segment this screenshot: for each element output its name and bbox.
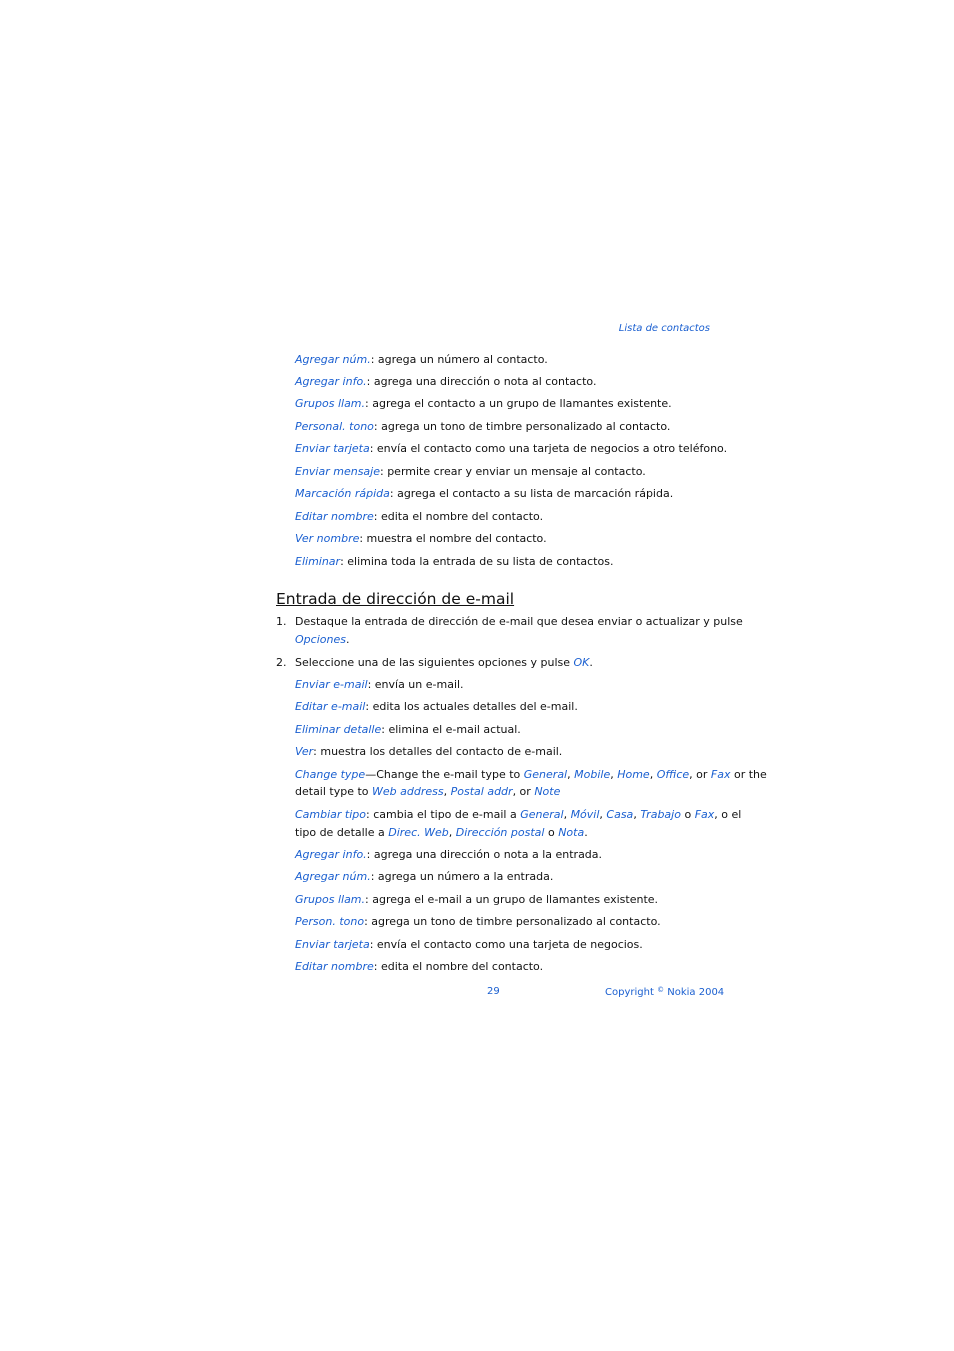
menu-item: Ver: muestra los detalles del contacto de e-mail. xyxy=(295,745,563,758)
option-name: Agregar núm. xyxy=(295,870,371,883)
option-name: Editar nombre xyxy=(295,510,374,523)
menu-item: Agregar info.: agrega una dirección o nota al contacto. xyxy=(295,375,597,388)
step-text-cont: Opciones. xyxy=(295,633,350,646)
section-heading: Entrada de dirección de e-mail xyxy=(276,590,515,608)
menu-item: Eliminar: elimina toda la entrada de su lista de contactos. xyxy=(295,555,614,568)
page-number: 29 xyxy=(487,986,500,997)
option-name: Opciones xyxy=(295,633,346,646)
option-name: Agregar núm. xyxy=(295,353,371,366)
option-name: Editar e-mail xyxy=(295,700,366,713)
option-name: Enviar mensaje xyxy=(295,465,380,478)
option-name: Ver nombre xyxy=(295,532,360,545)
menu-item: Personal. tono: agrega un tono de timbre personalizado al contacto. xyxy=(295,420,671,433)
copyright: Copyright © Nokia 2004 xyxy=(605,986,725,998)
menu-item: Grupos llam.: agrega el contacto a un grupo de llamantes existente. xyxy=(295,397,672,410)
step-number: 2. xyxy=(276,656,287,669)
option-name: OK xyxy=(573,656,590,669)
change-type-item-cont: detail type to Web address, Postal addr, or Note xyxy=(295,785,561,798)
menu-item: Enviar mensaje: permite crear y enviar un mensaje al contacto. xyxy=(295,465,646,478)
option-name: Enviar tarjeta xyxy=(295,442,370,455)
step-number: 1. xyxy=(276,615,287,628)
option-name: Person. tono xyxy=(295,915,365,928)
option-name: Enviar e-mail xyxy=(295,678,368,691)
menu-item: Agregar núm.: agrega un número a la entrada. xyxy=(295,870,554,883)
option-name: Editar nombre xyxy=(295,960,374,973)
option-name: Personal. tono xyxy=(295,420,374,433)
change-type-item: Change type—Change the e-mail type to General, Mobile, Home, Office, or Fax or the xyxy=(295,768,767,781)
menu-item: Grupos llam.: agrega el e-mail a un grupo de llamantes existente. xyxy=(295,893,659,906)
option-name: Ver xyxy=(295,745,314,758)
option-name: Marcación rápida xyxy=(295,487,390,500)
step-text: Destaque la entrada de dirección de e-mail que desea enviar o actualizar y pulse xyxy=(295,615,743,628)
menu-item: Agregar info.: agrega una dirección o nota a la entrada. xyxy=(295,848,603,861)
menu-item: Marcación rápida: agrega el contacto a su lista de marcación rápida. xyxy=(295,487,674,500)
menu-item: Eliminar detalle: elimina el e-mail actual. xyxy=(295,723,521,736)
menu-item: Enviar e-mail: envía un e-mail. xyxy=(295,678,464,691)
option-name: Agregar info. xyxy=(295,375,367,388)
menu-item: Editar e-mail: edita los actuales detalles del e-mail. xyxy=(295,700,578,713)
option-name: Eliminar xyxy=(295,555,341,568)
menu-item: Ver nombre: muestra el nombre del contacto. xyxy=(295,532,547,545)
step-text: Seleccione una de las siguientes opciones y pulse OK. xyxy=(295,656,593,669)
menu-item: Enviar tarjeta: envía el contacto como una tarjeta de negocios a otro teléfono. xyxy=(295,442,728,455)
cambiar-tipo-item-cont: tipo de detalle a Direc. Web, Dirección postal o Nota. xyxy=(295,826,588,839)
option-name: Eliminar detalle xyxy=(295,723,382,736)
menu-item: Person. tono: agrega un tono de timbre personalizado al contacto. xyxy=(295,915,661,928)
option-name: Agregar info. xyxy=(295,848,367,861)
option-name: Grupos llam. xyxy=(295,397,366,410)
copyright-symbol: © xyxy=(657,986,665,994)
option-name: Enviar tarjeta xyxy=(295,938,370,951)
cambiar-tipo-item: Cambiar tipo: cambia el tipo de e-mail a General, Móvil, Casa, Trabajo o Fax, o el xyxy=(295,808,742,821)
menu-item: Agregar núm.: agrega un número al contacto. xyxy=(295,353,548,366)
section-header: Lista de contactos xyxy=(618,323,710,334)
menu-item: Editar nombre: edita el nombre del contacto. xyxy=(295,960,544,973)
option-name: Grupos llam. xyxy=(295,893,366,906)
menu-item: Editar nombre: edita el nombre del contacto. xyxy=(295,510,544,523)
menu-item: Enviar tarjeta: envía el contacto como una tarjeta de negocios. xyxy=(295,938,643,951)
